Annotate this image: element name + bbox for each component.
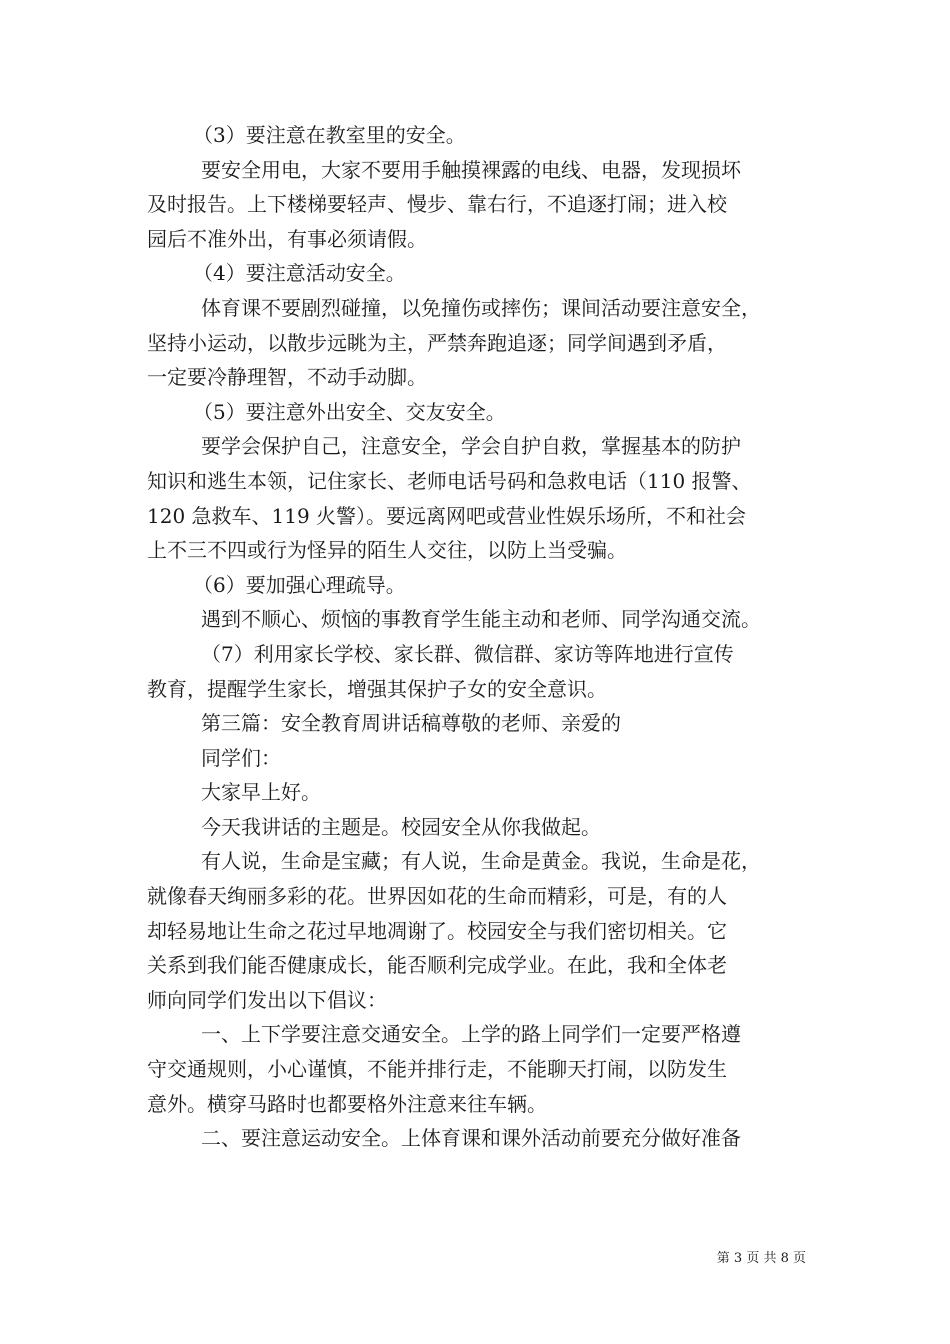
document-body [147, 118, 819, 1156]
text-line: 及时报告。上下楼梯要轻声、慢步、靠右行，不追逐打闹；进入校 [147, 192, 727, 217]
text-line: （7）利用家长学校、家长群、微信群、家访等阵地进行宣传 [201, 641, 734, 666]
text-line: （4）要注意活动安全。 [193, 261, 406, 286]
text-line: 意外。横穿马路时也都要格外注意来往车辆。 [147, 1091, 547, 1116]
text-line: 体育课不要剧烈碰撞，以免撞伤或摔伤；课间活动要注意安全， [201, 295, 761, 320]
text-line: （3）要注意在教室里的安全。 [193, 123, 466, 147]
text-line: 遇到不顺心、烦恼的事教育学生能主动和老师、同学沟通交流。 [201, 607, 761, 632]
text-line: 守交通规则，小心谨慎，不能并排行走，不能聊天打闹，以防发生 [147, 1057, 727, 1082]
text-line: 知识和逃生本领，记住家长、老师电话号码和急救电话（110 报警、 [147, 468, 752, 493]
text-line: 一定要冷静理智，不动手动脚。 [147, 365, 427, 390]
text-line: 坚持小运动，以散步远眺为主，严禁奔跑追逐；同学间遇到矛盾， [147, 330, 727, 355]
text-line: 120 急救车、119 火警）。要远离网吧或营业性娱乐场所，不和社会 [147, 503, 747, 528]
text-line: 就像春天绚丽多彩的花。世界因如花的生命而精彩，可是，有的人 [147, 884, 727, 909]
text-line: 上不三不四或行为怪异的陌生人交往，以防上当受骗。 [147, 538, 627, 563]
text-line: 一、上下学要注意交通安全。上学的路上同学们一定要严格遵 [201, 1022, 741, 1047]
text-line: 关系到我们能否健康成长，能否顺利完成学业。在此，我和全体老 [147, 953, 727, 978]
page-number: 第 3 页 共 8 页 [716, 1251, 806, 1266]
text-line: （6）要加强心理疏导。 [193, 572, 406, 597]
text-line: 却轻易地让生命之花过早地凋谢了。校园安全与我们密切相关。它 [147, 918, 727, 943]
text-line: 大家早上好。 [201, 780, 321, 805]
text-line: 二、要注意运动安全。上体育课和课外活动前要充分做好准备 [201, 1126, 741, 1151]
text-line: 第三篇：安全教育周讲话稿尊敬的老师、亲爱的 [201, 711, 621, 736]
text-line: 有人说，生命是宝藏；有人说，生命是黄金。我说，生命是花， [201, 849, 761, 874]
text-line: 教育，提醒学生家长，增强其保护子女的安全意识。 [147, 676, 607, 701]
text-line: （5）要注意外出安全、交友安全。 [193, 399, 506, 424]
text-line: 师向同学们发出以下倡议： [147, 987, 387, 1012]
text-line: 要学会保护自己，注意安全，学会自护自救，掌握基本的防护 [201, 434, 741, 459]
text-line: 今天我讲话的主题是。校园安全从你我做起。 [201, 814, 601, 839]
text-line: 同学们： [201, 745, 281, 770]
text-line: 要安全用电，大家不要用手触摸裸露的电线、电器，发现损坏 [201, 157, 741, 182]
text-line: 园后不准外出，有事必须请假。 [147, 226, 427, 251]
